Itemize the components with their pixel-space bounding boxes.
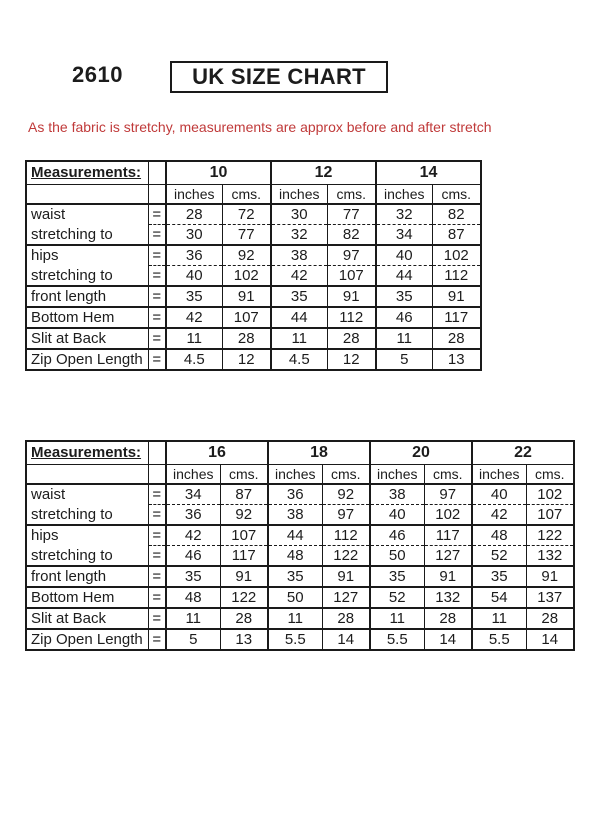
table-row	[26, 608, 574, 629]
measurement-value-inches: 42	[472, 505, 526, 526]
measurement-value-cms: 102	[432, 245, 481, 266]
table-row	[26, 225, 481, 246]
measurement-value-inches: 11	[472, 608, 526, 629]
measurement-value-inches: 48	[166, 587, 220, 608]
measurement-value-cms: 14	[526, 629, 574, 650]
row-label: front length	[26, 566, 148, 587]
row-label: Zip Open Length	[26, 629, 148, 650]
table-row	[26, 204, 481, 225]
measurement-value-cms: 112	[322, 525, 370, 546]
measurement-value-cms: 107	[222, 307, 271, 328]
table-row	[26, 266, 481, 287]
measurement-value-cms: 112	[432, 266, 481, 287]
measurement-value-cms: 82	[327, 225, 376, 246]
equals-sign: =	[148, 266, 166, 287]
measurement-value-inches: 52	[472, 546, 526, 567]
row-label: front length	[26, 286, 148, 307]
measurement-value-cms: 13	[220, 629, 268, 650]
measurement-value-inches: 54	[472, 587, 526, 608]
measurement-value-cms: 91	[526, 566, 574, 587]
equals-sign: =	[148, 204, 166, 225]
unit-header-cms-20: cms.	[424, 464, 472, 484]
measurement-value-cms: 77	[222, 225, 271, 246]
measurement-value-inches: 42	[166, 525, 220, 546]
measurement-value-cms: 117	[432, 307, 481, 328]
measurement-value-cms: 137	[526, 587, 574, 608]
row-label: Slit at Back	[26, 328, 148, 349]
equals-spacer-cell	[148, 184, 166, 204]
measurement-value-cms: 12	[222, 349, 271, 370]
equals-sign: =	[148, 349, 166, 370]
measurement-value-cms: 28	[526, 608, 574, 629]
measurement-value-cms: 122	[322, 546, 370, 567]
unit-header-cms-18: cms.	[322, 464, 370, 484]
measurement-value-inches: 11	[370, 608, 424, 629]
measurement-value-cms: 91	[432, 286, 481, 307]
measurement-value-inches: 35	[166, 286, 222, 307]
row-label: stretching to	[26, 505, 148, 526]
measurement-value-inches: 5.5	[370, 629, 424, 650]
measurement-value-cms: 117	[424, 525, 472, 546]
measurement-value-inches: 52	[370, 587, 424, 608]
stretch-note: As the fabric is stretchy, measurements are approx before and after stretch	[28, 119, 492, 135]
measurement-value-inches: 11	[376, 328, 432, 349]
measurement-value-cms: 91	[222, 286, 271, 307]
measurement-value-cms: 132	[526, 546, 574, 567]
measurement-value-inches: 36	[166, 505, 220, 526]
measurement-value-cms: 14	[322, 629, 370, 650]
table-row	[26, 546, 574, 567]
page-title: UK SIZE CHART	[192, 64, 366, 89]
measurement-value-cms: 127	[322, 587, 370, 608]
table-row	[26, 328, 481, 349]
measurement-value-inches: 46	[370, 525, 424, 546]
equals-sign: =	[148, 525, 166, 546]
measurement-value-inches: 35	[268, 566, 322, 587]
measurement-value-cms: 107	[327, 266, 376, 287]
measurement-value-cms: 82	[432, 204, 481, 225]
row-label: waist	[26, 204, 148, 225]
measurement-value-cms: 87	[220, 484, 268, 505]
table-row	[26, 566, 574, 587]
measurement-value-inches: 28	[166, 204, 222, 225]
measurement-value-inches: 38	[268, 505, 322, 526]
measurement-value-inches: 11	[166, 328, 222, 349]
equals-sign: =	[148, 286, 166, 307]
equals-spacer-cell	[148, 464, 166, 484]
measurement-value-inches: 34	[166, 484, 220, 505]
unit-header-inches-12: inches	[271, 184, 327, 204]
measurement-value-inches: 44	[271, 307, 327, 328]
measurement-value-inches: 50	[268, 587, 322, 608]
unit-header-inches-16: inches	[166, 464, 220, 484]
row-label: waist	[26, 484, 148, 505]
size-column-header-16: 16	[166, 441, 268, 464]
table-row	[26, 525, 574, 546]
measurements-table	[25, 160, 482, 371]
measurement-value-cms: 92	[220, 505, 268, 526]
measurement-value-cms: 107	[220, 525, 268, 546]
measurement-value-cms: 97	[322, 505, 370, 526]
size-column-header-20: 20	[370, 441, 472, 464]
measurement-value-inches: 48	[268, 546, 322, 567]
unit-header-cms-22: cms.	[526, 464, 574, 484]
measurement-value-cms: 91	[424, 566, 472, 587]
row-label: hips	[26, 525, 148, 546]
row-label: Zip Open Length	[26, 349, 148, 370]
measurement-value-cms: 107	[526, 505, 574, 526]
measurement-value-inches: 30	[271, 204, 327, 225]
measurement-value-inches: 40	[472, 484, 526, 505]
measurement-value-cms: 91	[220, 566, 268, 587]
measurements-corner-label: Measurements:	[26, 441, 148, 464]
measurement-value-cms: 77	[327, 204, 376, 225]
measurements-corner-label: Measurements:	[26, 161, 148, 184]
size-column-header-22: 22	[472, 441, 574, 464]
measurement-value-inches: 11	[166, 608, 220, 629]
row-label: stretching to	[26, 266, 148, 287]
measurement-value-inches: 38	[370, 484, 424, 505]
measurement-value-cms: 92	[222, 245, 271, 266]
title-box	[170, 61, 388, 93]
measurement-value-cms: 117	[220, 546, 268, 567]
measurement-value-cms: 97	[327, 245, 376, 266]
unit-header-inches-14: inches	[376, 184, 432, 204]
equals-sign: =	[148, 245, 166, 266]
equals-column-header	[148, 161, 166, 184]
unit-header-cms-14: cms.	[432, 184, 481, 204]
table-row	[26, 307, 481, 328]
equals-sign: =	[148, 587, 166, 608]
measurement-value-inches: 5.5	[268, 629, 322, 650]
measurement-value-inches: 40	[376, 245, 432, 266]
measurement-value-inches: 5	[166, 629, 220, 650]
measurement-value-cms: 12	[327, 349, 376, 370]
measurement-value-cms: 13	[432, 349, 481, 370]
measurement-value-inches: 38	[271, 245, 327, 266]
measurement-value-inches: 50	[370, 546, 424, 567]
row-label: Bottom Hem	[26, 587, 148, 608]
measurement-value-cms: 28	[220, 608, 268, 629]
size-column-header-12: 12	[271, 161, 376, 184]
measurement-value-inches: 46	[376, 307, 432, 328]
row-label: stretching to	[26, 546, 148, 567]
measurement-value-cms: 122	[220, 587, 268, 608]
row-label: Bottom Hem	[26, 307, 148, 328]
table-row	[26, 349, 481, 370]
size-column-header-10: 10	[166, 161, 271, 184]
measurement-value-cms: 97	[424, 484, 472, 505]
unit-header-cms-16: cms.	[220, 464, 268, 484]
unit-header-inches-18: inches	[268, 464, 322, 484]
measurement-value-inches: 40	[370, 505, 424, 526]
unit-header-inches-20: inches	[370, 464, 424, 484]
measurement-value-inches: 42	[271, 266, 327, 287]
equals-sign: =	[148, 225, 166, 246]
measurement-value-inches: 46	[166, 546, 220, 567]
measurement-value-cms: 28	[327, 328, 376, 349]
table-row	[26, 587, 574, 608]
measurement-value-cms: 102	[526, 484, 574, 505]
table-row	[26, 245, 481, 266]
measurement-value-cms: 132	[424, 587, 472, 608]
measurement-value-inches: 11	[268, 608, 322, 629]
size-table-10-12-14	[25, 160, 482, 371]
equals-column-header	[148, 441, 166, 464]
size-table-16-18-20-22	[25, 440, 575, 651]
measurement-value-cms: 87	[432, 225, 481, 246]
measurement-value-inches: 35	[472, 566, 526, 587]
measurement-value-inches: 36	[268, 484, 322, 505]
measurement-value-inches: 48	[472, 525, 526, 546]
measurement-value-cms: 112	[327, 307, 376, 328]
equals-sign: =	[148, 307, 166, 328]
table-row	[26, 505, 574, 526]
measurement-value-inches: 4.5	[271, 349, 327, 370]
equals-sign: =	[148, 629, 166, 650]
measurement-value-inches: 34	[376, 225, 432, 246]
size-column-header-14: 14	[376, 161, 481, 184]
measurement-value-inches: 35	[370, 566, 424, 587]
measurement-value-cms: 91	[322, 566, 370, 587]
row-label: hips	[26, 245, 148, 266]
measurement-value-cms: 102	[424, 505, 472, 526]
unit-header-inches-10: inches	[166, 184, 222, 204]
measurement-value-cms: 102	[222, 266, 271, 287]
measurement-value-inches: 32	[376, 204, 432, 225]
measurement-value-inches: 36	[166, 245, 222, 266]
product-code: 2610	[72, 62, 123, 87]
equals-sign: =	[148, 608, 166, 629]
measurement-value-inches: 44	[376, 266, 432, 287]
corner-spacer-cell	[26, 464, 148, 484]
measurement-value-inches: 35	[271, 286, 327, 307]
unit-header-inches-22: inches	[472, 464, 526, 484]
measurement-value-inches: 42	[166, 307, 222, 328]
measurement-value-inches: 30	[166, 225, 222, 246]
measurement-value-inches: 32	[271, 225, 327, 246]
equals-sign: =	[148, 505, 166, 526]
size-column-header-18: 18	[268, 441, 370, 464]
unit-header-cms-10: cms.	[222, 184, 271, 204]
measurement-value-inches: 44	[268, 525, 322, 546]
row-label: Slit at Back	[26, 608, 148, 629]
unit-header-cms-12: cms.	[327, 184, 376, 204]
table-row	[26, 484, 574, 505]
measurement-value-inches: 5.5	[472, 629, 526, 650]
table-row	[26, 286, 481, 307]
measurement-value-inches: 4.5	[166, 349, 222, 370]
corner-spacer-cell	[26, 184, 148, 204]
equals-sign: =	[148, 546, 166, 567]
equals-sign: =	[148, 328, 166, 349]
measurement-value-inches: 35	[376, 286, 432, 307]
measurement-value-cms: 28	[322, 608, 370, 629]
measurement-value-cms: 28	[432, 328, 481, 349]
measurement-value-cms: 28	[424, 608, 472, 629]
row-label: stretching to	[26, 225, 148, 246]
equals-sign: =	[148, 484, 166, 505]
measurement-value-inches: 11	[271, 328, 327, 349]
measurement-value-cms: 14	[424, 629, 472, 650]
measurement-value-cms: 91	[327, 286, 376, 307]
equals-sign: =	[148, 566, 166, 587]
measurement-value-cms: 127	[424, 546, 472, 567]
measurement-value-inches: 35	[166, 566, 220, 587]
measurement-value-cms: 72	[222, 204, 271, 225]
measurement-value-cms: 28	[222, 328, 271, 349]
measurement-value-cms: 92	[322, 484, 370, 505]
measurements-table	[25, 440, 575, 651]
measurement-value-cms: 122	[526, 525, 574, 546]
measurement-value-inches: 40	[166, 266, 222, 287]
measurement-value-inches: 5	[376, 349, 432, 370]
table-row	[26, 629, 574, 650]
